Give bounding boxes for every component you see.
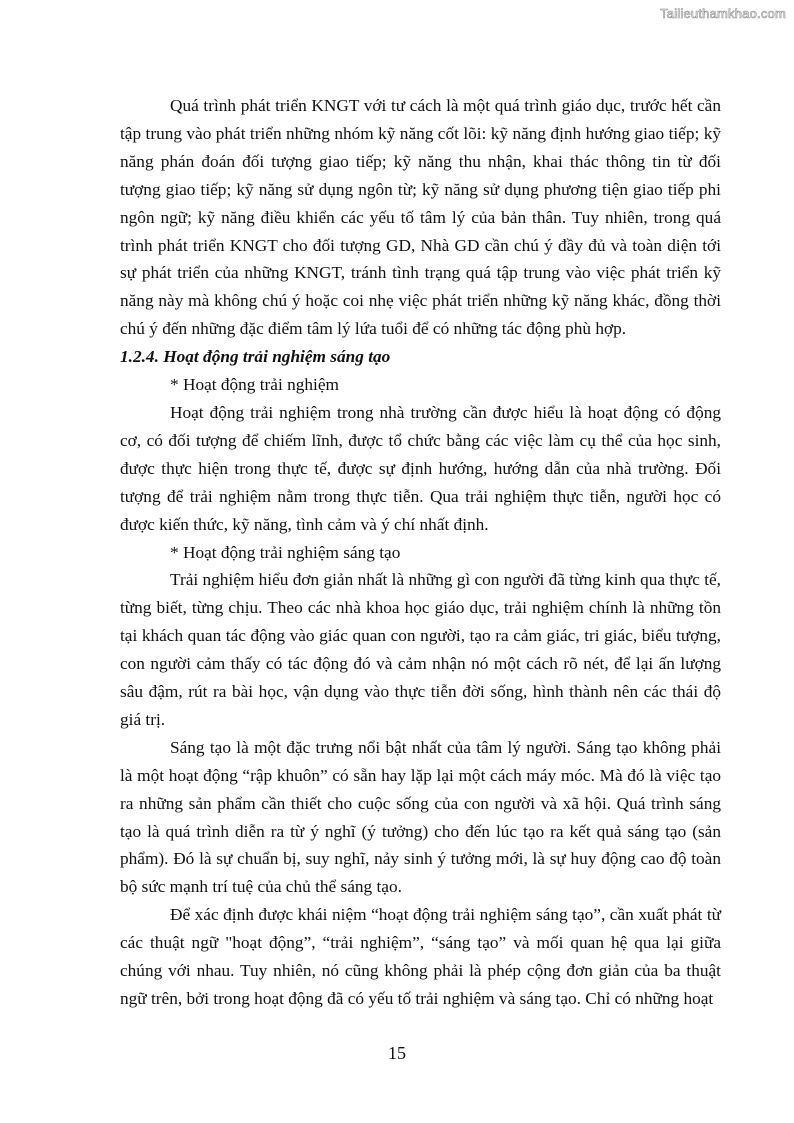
paragraph-concept: Để xác định được khái niệm “hoạt động trải nghiệm sáng tạo”, cần xuất phát từ các thuật ngữ "hoạt động”, “trải nghiệm”, “sáng tạo” và mối quan hệ qua lại giữa chúng với nhau. Tuy nhiên, nó cũng không phải là phép cộng đơn giản của ba thuật ngữ trên, bởi trong hoạt động đã có yếu tố trải nghiệm và sáng tạo. Chỉ có những hoạt (120, 905, 721, 1008)
paragraph-experience-definition: Trải nghiệm hiểu đơn giản nhất là những gì con người đã từng kinh qua thực tế, từng biết, từng chịu. Theo các nhà khoa học giáo dục, trải nghiệm chính là những tồn tại khách quan tác động vào giác quan con người, tạo ra cảm giác, tri giác, biểu tượng, con người cảm thấy có tác động đó và cảm nhận nó một cách rõ nét, để lại ấn lượng sâu đậm, rút ra bài học, vận dụng vào thực tiễn đời sống, hình thành nên các thái độ giá trị. (120, 570, 721, 729)
watermark-text: Tailieuthamkhao.com (660, 6, 786, 21)
paragraph-creativity: Sáng tạo là một đặc trưng nổi bật nhất của tâm lý người. Sáng tạo không phải là một hoạt động “rập khuôn” có sẵn hay lặp lại một cách máy móc. Mà đó là việc tạo ra những sản phẩm cần thiết cho cuộc sống của con người và xã hội. Quá trình sáng tạo là quá trình diễn ra từ ý nghĩ (ý tưởng) cho đến lúc tạo ra kết quả sáng tạo (sản phẩm). Đó là sự chuẩn bị, suy nghĩ, nảy sinh ý tưởng mới, là sự huy động cao độ toàn bộ sức mạnh trí tuệ của chủ thể sáng tạo. (120, 737, 721, 897)
paragraph-experience-activity: Hoạt động trải nghiệm trong nhà trường cần được hiểu là hoạt động có động cơ, có đối tượng để chiếm lĩnh, được tổ chức bằng các việc làm cụ thể của học sinh, được thực hiện trong thực tế, được sự định hướng, hướng dẫn của nhà trường. Đối tượng để trải nghiệm nằm trong thực tiễn. Qua trải nghiệm thực tiễn, người học có được kiến thức, kỹ năng, tình cảm và ý chí nhất định. (120, 402, 721, 534)
subheading-creative-experience: * Hoạt động trải nghiệm sáng tạo (170, 542, 401, 562)
section-heading: 1.2.4. Hoạt động trải nghiệm sáng tạo (120, 347, 391, 367)
document-body (120, 92, 721, 1013)
page-number: 15 (388, 1043, 406, 1063)
subheading-experience-activity: * Hoạt động trải nghiệm (170, 375, 339, 395)
paragraph-kngt: Quá trình phát triển KNGT với tư cách là một quá trình giáo dục, trước hết cần tập trung vào phát triển những nhóm kỹ năng cốt lõi: kỹ năng định hướng giao tiếp; kỹ năng phán đoán đối tượng giao tiếp; kỹ năng thu nhận, khai thác thông tin từ đối tượng giao tiếp; kỹ năng sử dụng ngôn từ; kỹ năng sử dụng phương tiện giao tiếp phi ngôn ngữ; kỹ năng điều khiển các yếu tố tâm lý của bản thân. Tuy nhiên, trong quá trình phát triển KNGT cho đối tượng GD, Nhà GD cần chú ý đầy đủ và toàn diện tới sự phát triển của những KNGT, tránh tình trạng quá tập trung vào việc phát triển kỹ năng này mà không chú ý hoặc coi nhẹ việc phát triển những kỹ năng khác, đồng thời chú ý đến những đặc điểm tâm lý lứa tuổi để có những tác động phù hợp. (120, 96, 721, 339)
